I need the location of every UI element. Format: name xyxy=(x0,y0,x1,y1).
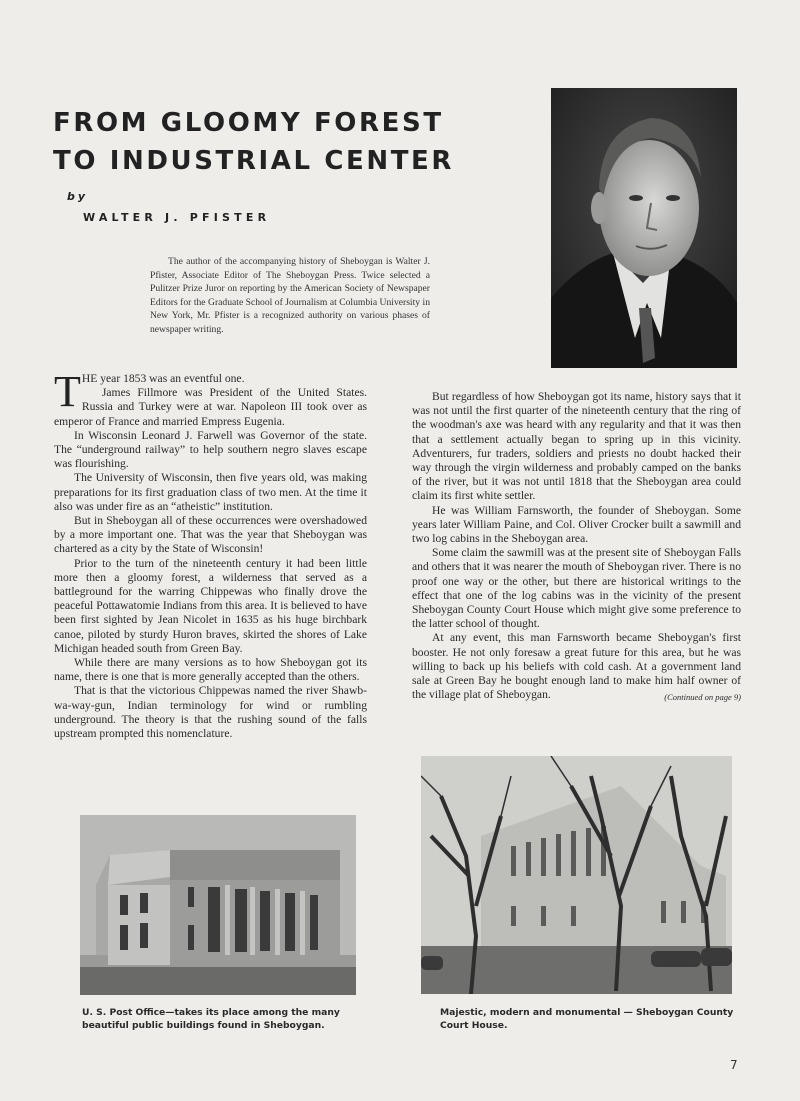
paragraph-text: At any event, this man Farnsworth became Sheboygan's first booster. He not only foresaw a great future for this area, but he was willing to back up his beliefs with cold cash. At a government land sale at Green Bay he bought enough land to make him half owner of the village plat of Sheboygan. xyxy=(412,631,741,702)
title-line-1: FROM GLOOMY FOREST xyxy=(53,108,444,138)
paragraph: In Wisconsin Leonard J. Farwell was Governor of the state. The “underground railway” to help southern negro slaves escape was flourishing. xyxy=(54,428,367,471)
paragraph: That is that the victorious Chippewas named the river Shawb-wa-way-gun, Indian terminology for wind or rumbling underground. The theory is that the rushing sound of the falls upstream prompted this nomenclature. xyxy=(54,684,367,741)
post-office-building-icon xyxy=(80,815,356,995)
courthouse-photo xyxy=(421,756,732,994)
paragraph: The University of Wisconsin, then five years old, was making preparations for its first graduation class of two men. At the time it also was under fire as an “atheistic” institution. xyxy=(54,471,367,513)
article-title xyxy=(53,104,463,180)
continued-link[interactable]: (Continued on page 9) xyxy=(664,692,741,703)
first-paragraph-text: HE year 1853 was an eventful one. xyxy=(81,372,245,385)
portrait-photo-icon xyxy=(551,88,737,368)
courthouse-building-icon xyxy=(421,756,732,994)
paragraph: But regardless of how Sheboygan got its name, history says that it was not until the first quarter of the nineteenth century that the ring of the woodman's axe was heard with any regularity and that it was then that a settlement actually began to spring up in this vicinity. Adventurers, fur traders, soldiers and priests no doubt hacked their way through the virgin wilderness and probably camped on the banks of the river, but it was not until 1818 that the Sheboygan area could claim its first white settler. xyxy=(412,390,741,503)
column-1 xyxy=(54,367,367,741)
post-office-photo xyxy=(80,815,356,995)
page-number: 7 xyxy=(730,1058,738,1072)
paragraph: Some claim the sawmill was at the present site of Sheboygan Falls and others that it was nearer the mouth of Sheboygan river. There is no proof one way or the other, but there are historical writings to the effect that one of the log cabins was in the vicinity of the present Sheboygan County Court House which might give some preference to the latter school of thought. xyxy=(412,546,741,631)
author-portrait xyxy=(551,88,737,368)
byline-by: by xyxy=(67,190,89,203)
paragraph xyxy=(412,631,741,702)
paragraph: Prior to the turn of the nineteenth century it had been little more then a gloomy forest, a wilderness that served as a battleground for the warring Chippewas who finally drove the peaceful Pottawatomie Indians from this area. It is believed to have been first sighted by Jean Nicolet in 1635 as his huge birchbark canoe, piloted by sturdy Huron braves, skirted the shores of Lake Michigan headed south from Green Bay. xyxy=(54,556,367,655)
paragraph: But in Sheboygan all of these occurrences were overshadowed by a more important one. That was the year that Sheboygan was chartered as a city by the State of Wisconsin! xyxy=(54,514,367,556)
post-office-caption: U. S. Post Office—takes its place among the many beautiful public buildings found in Sheboygan. xyxy=(82,1007,340,1031)
paragraph: James Fillmore was President of the United States. Russia and Turkey were at war. Napoleon III took over as emperor of France and married Empress Eugenia. xyxy=(54,386,367,428)
author-intro: The author of the accompanying history of Sheboygan is Walter J. Pfister, Associate Editor of The Sheboygan Press. Twice selected a Pulitzer Prize Juror on reporting by the American Society of Newspaper Editors for the Graduate School of Journalism at Columbia University in New York, Mr. Pfister is a recognized authority on various phases of newspaper writing. xyxy=(150,256,430,335)
column-2 xyxy=(412,390,741,704)
title-line-2: TO INDUSTRIAL CENTER xyxy=(53,146,455,176)
byline-author: WALTER J. PFISTER xyxy=(83,211,271,224)
courthouse-caption: Majestic, modern and monumental — Sheboygan County Court House. xyxy=(440,1007,734,1031)
paragraph: While there are many versions as to how Sheboygan got its name, there is one that is more generally accepted than the others. xyxy=(54,656,367,684)
paragraph: He was William Farnsworth, the founder of Sheboygan. Some years later William Paine, and Col. Oliver Crocker built a sawmill and two log cabins in the Sheboygan area. xyxy=(412,503,741,546)
drop-cap: T xyxy=(54,367,81,416)
